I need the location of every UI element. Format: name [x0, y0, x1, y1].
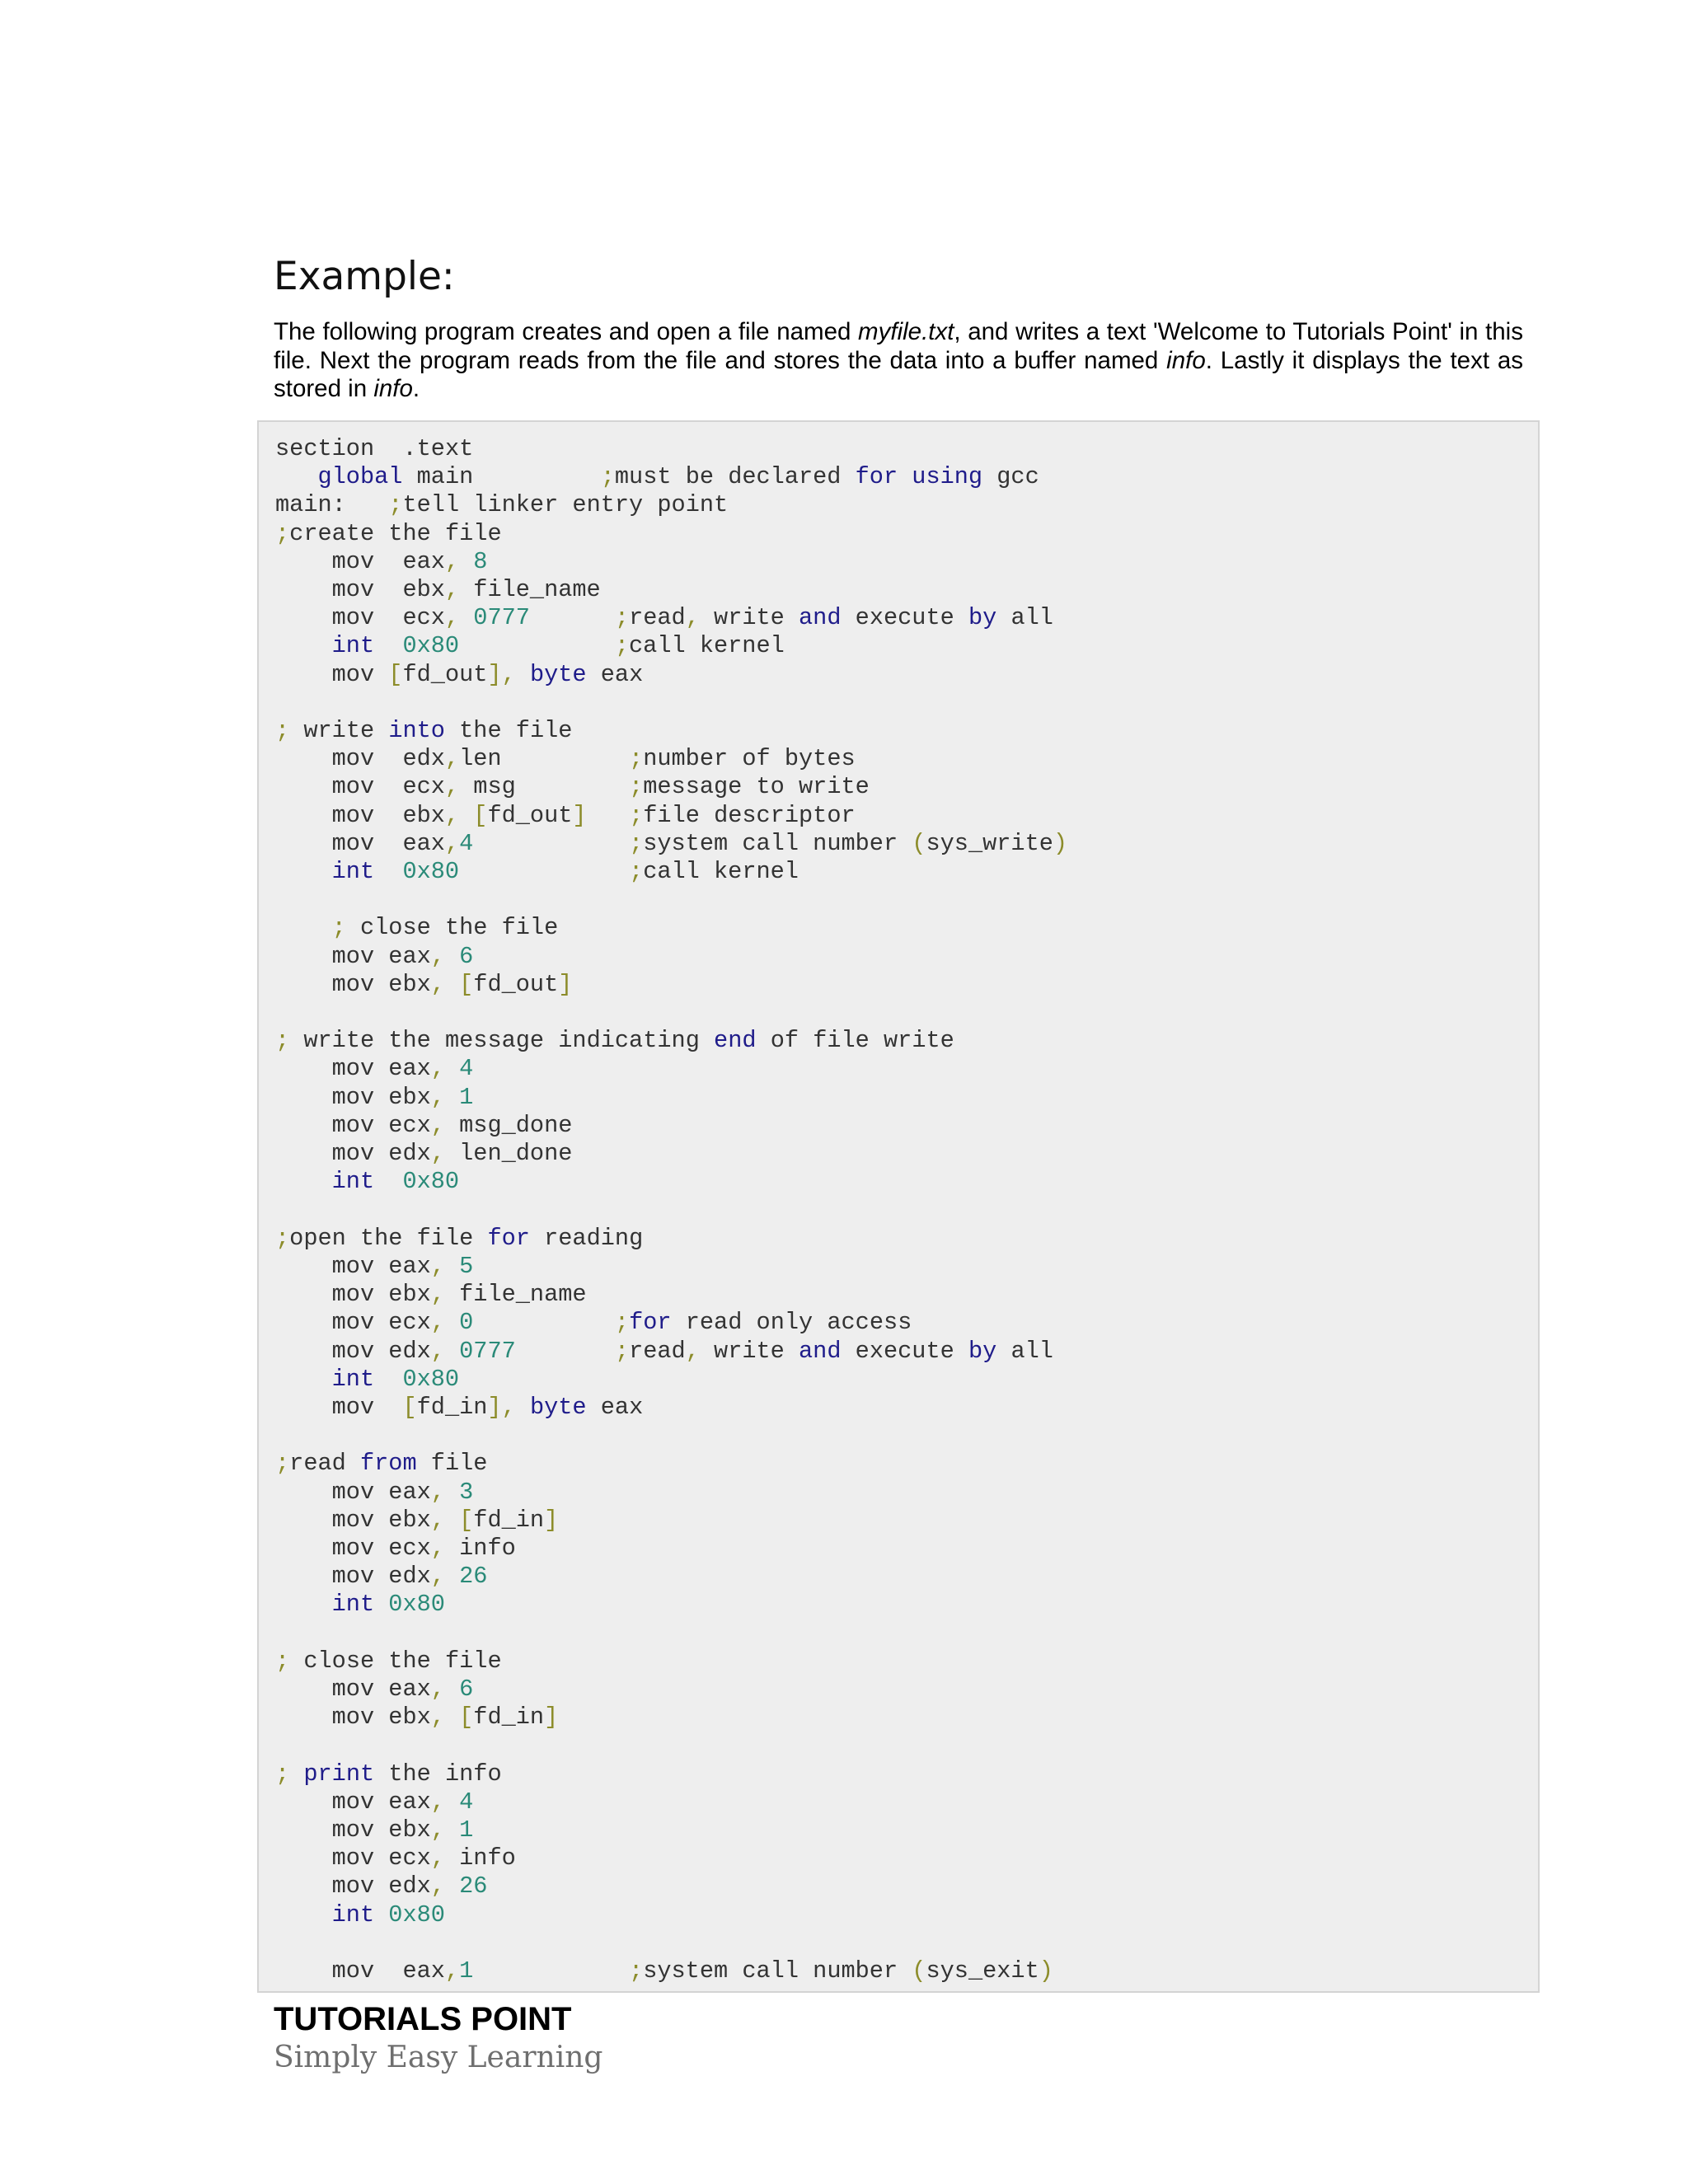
buffer-name-emphasis: info [1166, 346, 1206, 374]
code-line: mov ebx, [fd_out] [331, 970, 573, 998]
code-line: section .text [275, 435, 474, 462]
code-line: mov eax, 4 [331, 1788, 474, 1816]
code-line: mov ebx, [fd_in] [331, 1506, 559, 1534]
intro-text-1: The following program creates and open a file named [274, 318, 859, 345]
code-line: ; write the message indicating end of file write [275, 1027, 954, 1055]
code-line: ;create the file [275, 519, 502, 547]
code-line: mov eax, 4 [331, 1055, 474, 1083]
code-line: mov ecx, info [331, 1534, 516, 1562]
code-line: int 0x80 [331, 1591, 445, 1619]
code-line: mov ecx, msg ;message to write [331, 773, 870, 801]
file-name-emphasis: myfile.txt [858, 318, 954, 345]
code-line: mov eax, 3 [331, 1478, 474, 1506]
footer-brand: TUTORIALS POINT [274, 2001, 572, 2037]
code-line: mov eax,4 ;system call number (sys_write) [331, 829, 1068, 857]
code-line: mov ebx, [fd_out] ;file descriptor [331, 801, 856, 829]
code-line: int 0x80 [331, 1900, 445, 1929]
code-line: mov edx, 26 [331, 1563, 488, 1591]
code-line: mov ebx, 1 [331, 1816, 474, 1844]
code-line: ; write into the file [275, 717, 573, 745]
code-line: mov eax, 6 [331, 942, 474, 970]
code-line: mov [fd_out], byte eax [331, 660, 644, 688]
code-line: mov eax,1 ;system call number (sys_exit) [331, 1957, 1053, 1985]
code-line: mov ecx, info [331, 1844, 516, 1872]
code-line: mov ecx, msg_done [331, 1111, 573, 1139]
code-line: ; print the info [275, 1760, 502, 1788]
intro-text-3: . Lastly it displays the text as stored in [274, 346, 1523, 402]
code-line: ;open the file for reading [275, 1224, 644, 1252]
code-line: int 0x80 ;call kernel [331, 858, 799, 886]
intro-text-4: . [412, 375, 420, 402]
code-line: ; close the file [331, 914, 559, 942]
code-line: mov eax, 6 [331, 1675, 474, 1703]
footer-tagline: Simply Easy Learning [274, 2041, 603, 2074]
code-line: mov ebx, 1 [331, 1083, 474, 1111]
code-line: mov ecx, 0 ;for read only access [331, 1309, 912, 1337]
code-line: int 0x80 ;call kernel [331, 632, 785, 660]
intro-paragraph [274, 318, 1523, 404]
code-block [257, 420, 1540, 1993]
code-line: int 0x80 [331, 1365, 460, 1393]
code-line: mov [fd_in], byte eax [331, 1393, 644, 1421]
code-line: main: ;tell linker entry point [275, 491, 729, 519]
code-line: mov eax, 5 [331, 1252, 474, 1280]
intro-text-2: , and writes a text 'Welcome to Tutorials Point' in this file. Next the program reads from the file and stores the data into a buffer named [274, 318, 1523, 374]
code-line: global main ;must be declared for using gcc [317, 463, 1039, 491]
code-line: mov edx, len_done [331, 1140, 573, 1168]
code-line: int 0x80 [331, 1168, 460, 1196]
code-line: mov ebx, file_name [331, 576, 601, 604]
code-line: ; close the file [275, 1647, 502, 1675]
code-line: mov edx,len ;number of bytes [331, 745, 856, 773]
section-heading: Example: [274, 254, 455, 299]
code-line: mov edx, 0777 ;read, write and execute by all [331, 1337, 1053, 1365]
code-line: mov ecx, 0777 ;read, write and execute by all [331, 604, 1053, 632]
code-line: mov ebx, file_name [331, 1281, 587, 1309]
code-line: mov ebx, [fd_in] [331, 1704, 559, 1732]
code-listing [275, 435, 1067, 1985]
code-line: ;read from file [275, 1450, 488, 1478]
buffer-name-emphasis-2: info [373, 375, 413, 402]
code-line: mov eax, 8 [331, 547, 488, 575]
code-line: mov edx, 26 [331, 1872, 488, 1900]
